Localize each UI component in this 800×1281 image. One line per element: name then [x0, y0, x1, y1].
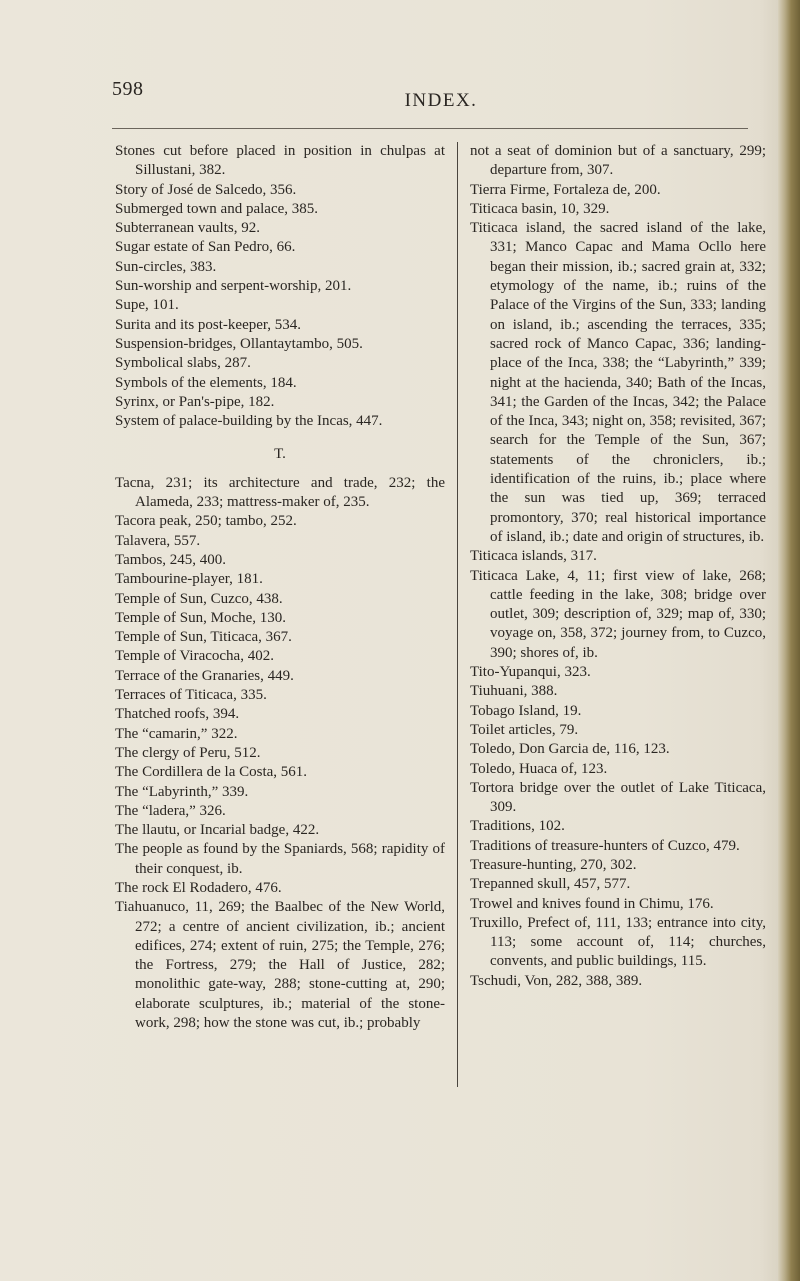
index-entry: The “camarin,” 322. — [115, 725, 238, 742]
page-header — [112, 78, 740, 111]
index-entry: Temple of Viracocha, 402. — [115, 648, 274, 665]
index-entry: Titicaca Lake, 4, 11; first view of lake, 268; cattle feeding in the lake, 308; bridge over outlet, 309; description of, 329; map of, 330; voyage on, 358, 372; journey from, to Cuzco, 390; shores of, ib. — [470, 567, 766, 661]
index-entry: not a seat of dominion but of a sanctuary, 299; departure from, 307. — [470, 143, 766, 179]
index-entry: The “ladera,” 326. — [115, 802, 226, 819]
index-entry: Temple of Sun, Titicaca, 367. — [115, 629, 292, 646]
index-entry: Thatched roofs, 394. — [115, 706, 240, 723]
index-entry: Sun-circles, 383. — [115, 258, 217, 275]
index-entry: Titicaca basin, 10, 329. — [470, 200, 610, 217]
column-divider — [457, 142, 458, 1087]
index-entry: Traditions, 102. — [470, 818, 565, 835]
index-entry: The clergy of Peru, 512. — [115, 744, 261, 761]
index-entry: Subterranean vaults, 92. — [115, 220, 260, 237]
index-entry: Toilet articles, 79. — [470, 721, 579, 738]
index-entry: Tito-Yupanqui, 323. — [470, 664, 591, 681]
index-entry: Tacna, 231; its architecture and trade, 232; the Alameda, 233; mattress-maker of, 235. — [115, 474, 445, 511]
index-entry: Tiuhuani, 388. — [470, 683, 558, 700]
index-entry: The Cordillera de la Costa, 561. — [115, 764, 308, 781]
index-entry: Toledo, Don Garcia de, 116, 123. — [470, 741, 670, 758]
index-entry: Tortora bridge over the outlet of Lake Titicaca, 309. — [470, 779, 766, 816]
index-entry: Trepanned skull, 457, 577. — [470, 876, 631, 893]
index-entry: Titicaca islands, 317. — [470, 548, 597, 565]
index-entry: The llautu, or Incarial badge, 422. — [115, 822, 320, 839]
index-entry: Trowel and knives found in Chimu, 176. — [470, 895, 714, 912]
index-entry: Treasure-hunting, 270, 302. — [470, 856, 637, 873]
index-entry: Tacora peak, 250; tambo, 252. — [115, 513, 297, 530]
index-entry: Sun-worship and serpent-worship, 201. — [115, 278, 352, 295]
index-entry: Suspension-bridges, Ollantaytambo, 505. — [115, 335, 363, 352]
index-entry: Toledo, Huaca of, 123. — [470, 760, 608, 777]
index-entry: Tobago Island, 19. — [470, 702, 582, 719]
book-spine-edge — [778, 0, 800, 1281]
left-column — [115, 142, 445, 1033]
index-entry: The “Labyrinth,” 339. — [115, 783, 249, 800]
index-entry: Tiahuanuco, 11, 269; the Baalbec of the New World, 272; a centre of ancient civilization, ib.; ancient edifices, 274; extent of ruin, 275; the Temple, 276; the Fortress, 279; the Hall of Justice, 282; monolithic gate-way, 288; stone-cutting at, 290; elaborate sculptures, ib.; material of the stone-work, 298; how the stone was cut, ib.; probably — [115, 899, 445, 1032]
index-entry: Stones cut before placed in position in chulpas at Sillustani, 382. — [115, 143, 445, 179]
running-head: INDEX. — [404, 90, 478, 111]
page-number: 598 — [112, 78, 144, 100]
index-entry: Surita and its post-keeper, 534. — [115, 316, 302, 333]
index-entry: Temple of Sun, Cuzco, 438. — [115, 590, 283, 607]
index-entry: Syrinx, or Pan's-pipe, 182. — [115, 393, 275, 410]
index-entry: Submerged town and palace, 385. — [115, 200, 319, 217]
left-entries-group-t — [115, 474, 445, 1034]
index-entry: Talavera, 557. — [115, 532, 201, 549]
index-entry: Sugar estate of San Pedro, 66. — [115, 239, 296, 256]
header-rule — [112, 128, 748, 129]
index-entry: Traditions of treasure-hunters of Cuzco, 479. — [470, 837, 740, 854]
index-entry: Tambos, 245, 400. — [115, 551, 227, 568]
index-entry: Tierra Firme, Fortaleza de, 200. — [470, 181, 661, 198]
index-entry: Titicaca island, the sacred island of the lake, 331; Manco Capac and Mama Ocllo here began their mission, ib.; sacred grain at, 332; etymology of the name, ib.; ruins of the Palace of the Virgins of the Sun, 333; landing on island, ib.; ascending the terraces, 335; sacred rock of Manco Capac, 336; landing-place of the Inca, 338; the “Labyrinth,” 339; night at the hacienda, 340; Bath of the Incas, 341; the Garden of the Incas, 342; the Palace of the Inca, 343; night on, 358; revisited, 367; search for the Temple of the Sun, 367; statements of the chroniclers, ib.; identification of the ruins, ib.; place where the sun was tied up, 369; terraced promontory, 370; real historical importance of island, ib.; date and origin of structures, ib. — [470, 220, 766, 545]
index-entry: Tambourine-player, 181. — [115, 571, 263, 588]
index-entry: Tschudi, Von, 282, 388, 389. — [470, 972, 643, 989]
index-entry: Temple of Sun, Moche, 130. — [115, 609, 287, 626]
index-entry: Supe, 101. — [115, 297, 179, 314]
left-entries-group — [115, 142, 445, 431]
index-entry: Truxillo, Prefect of, 111, 133; entrance into city, 113; some account of, 114; churches, convents, and public buildings, 115. — [470, 914, 766, 970]
section-letter: T. — [274, 446, 286, 463]
right-entries-group — [470, 142, 766, 991]
right-column — [470, 142, 766, 991]
index-entry: Story of José de Salcedo, 356. — [115, 181, 297, 198]
index-entry: System of palace-building by the Incas, 447. — [115, 413, 383, 430]
index-entry: The rock El Rodadero, 476. — [115, 879, 282, 896]
index-entry: Symbols of the elements, 184. — [115, 374, 297, 391]
index-entry: Symbolical slabs, 287. — [115, 355, 251, 372]
index-entry: Terrace of the Granaries, 449. — [115, 667, 294, 684]
index-entry: The people as found by the Spaniards, 568; rapidity of their conquest, ib. — [115, 841, 445, 877]
index-entry: Terraces of Titicaca, 335. — [115, 687, 267, 704]
